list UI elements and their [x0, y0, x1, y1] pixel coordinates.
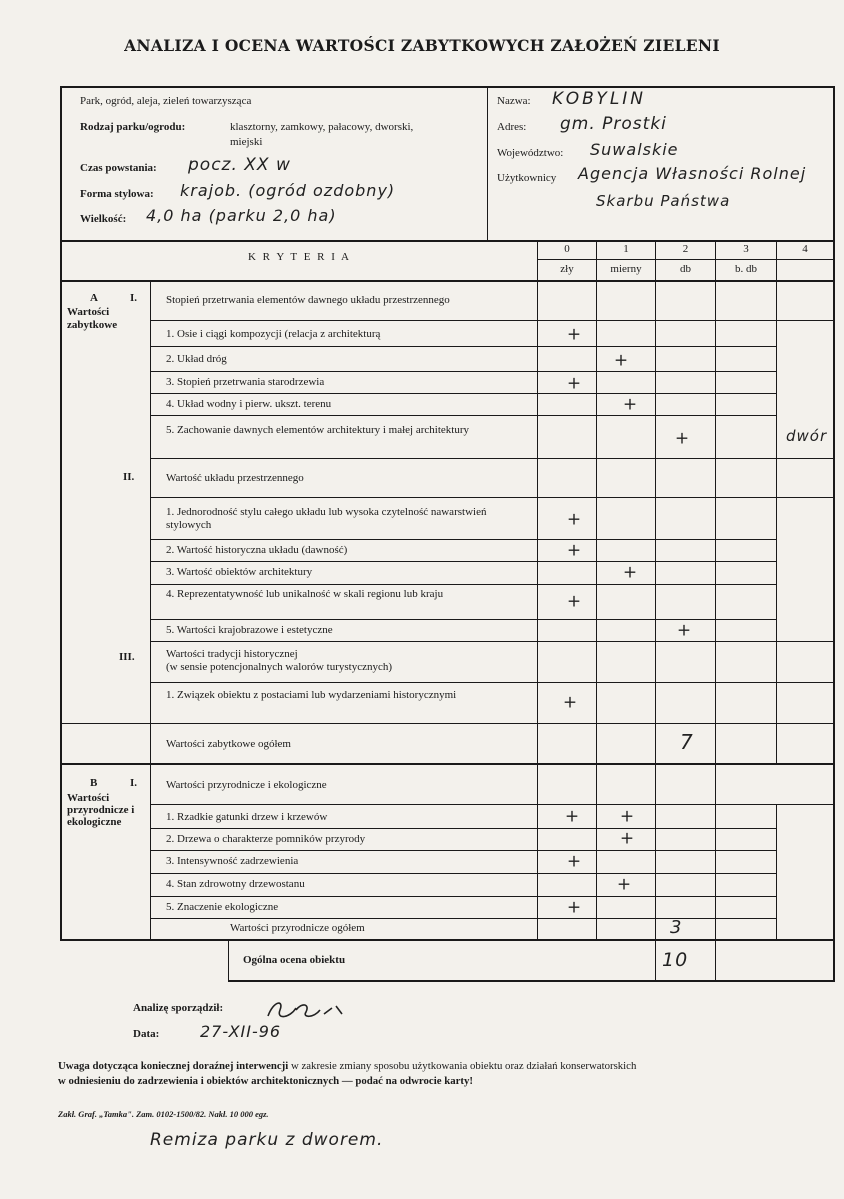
forma-label: Forma stylowa: [80, 188, 154, 200]
row-b1-3: 3. Intensywność zadrzewienia [166, 855, 299, 867]
row-a2-1: 1. Jednorodność stylu całego układu lub wysoka czytelność nawarstwień stylowych [166, 506, 487, 531]
rodzaj-label: Rodzaj parku/ogrodu: [80, 121, 186, 133]
row-a1-1: 1. Osie i ciągi kompozycji (relacja z architekturą [166, 328, 381, 340]
row-b1-1: 1. Rzadkie gatunki drzew i krzewów [166, 811, 328, 823]
section-a-name: Wartości zabytkowe [67, 306, 118, 331]
row-b1-5: 5. Znaczenie ekologiczne [166, 901, 279, 913]
mark-a1-3: + [566, 373, 582, 394]
kryteria-header: K R Y T E R I A [247, 251, 352, 263]
date-label: Data: [133, 1028, 160, 1040]
row-a2-3: 3. Wartość obiektów architektury [166, 566, 313, 578]
section-b-name: Wartości przyrodnicze i ekologiczne [67, 792, 135, 828]
score-0: 0 [564, 243, 570, 255]
row-b1-4: 4. Stan zdrowotny drzewostanu [166, 878, 305, 890]
score-3: 3 [743, 243, 749, 255]
mark-a2-1: + [566, 509, 582, 530]
overall-value: 10 [662, 949, 689, 971]
row-a1-4: 4. Układ wodny i pierw. ukszt. terenu [166, 398, 332, 410]
mark-a2-3: + [622, 562, 638, 583]
mark-a1-1: + [566, 324, 582, 345]
section-b-letter: B [90, 777, 98, 789]
section-a-roman: I. [130, 292, 138, 304]
uwaga-line-2: w odniesieniu do zadrzewienia i obiektów architektonicznych — podać na odwrocie karty! [58, 1075, 473, 1087]
mark-a2-4: + [566, 591, 582, 612]
mark-b1-2: + [619, 828, 635, 849]
mark-a2-2: + [566, 540, 582, 561]
nazwa-value: KOBYLIN [552, 89, 647, 109]
group-b1: Wartości przyrodnicze i ekologiczne [166, 779, 327, 791]
row-a1-3: 3. Stopień przetrwania starodrzewia [166, 376, 325, 388]
section-a-roman-3: III. [119, 651, 135, 663]
uwaga-line-1: Uwaga dotycząca koniecznej doraźnej interwencji w zakresie zmiany sposobu użytkowania obiektu oraz działań konserwatorskich [58, 1060, 637, 1072]
row-a2-4: 4. Reprezentatywność lub unikalność w skali regionu lub kraju [166, 588, 444, 600]
uzyt-value-1: Agencja Własności Rolnej [578, 164, 807, 183]
uzyt-value-2: Skarbu Państwa [596, 192, 731, 210]
mark-a2-5: + [676, 620, 692, 641]
adres-value: gm. Prostki [560, 114, 667, 134]
mark-a3-1: + [562, 692, 578, 713]
mark-a1-2: + [613, 350, 629, 371]
uzyt-label: Użytkownicy [497, 172, 557, 184]
row-a2-5: 5. Wartości krajobrazowe i estetyczne [166, 624, 333, 636]
section-a-roman-2: II. [123, 471, 135, 483]
print-info: Zakł. Graf. „Tamka". Zam. 0102-1500/82. Nakł. 10 000 egz. [58, 1109, 269, 1119]
total-a-value: 7 [680, 730, 694, 754]
total-b-value: 3 [670, 917, 683, 938]
section-b-roman: I. [130, 777, 138, 789]
score-word-2: db [680, 263, 691, 275]
prepared-label: Analizę sporządził: [133, 1002, 224, 1014]
footer-note: Remiza parku z dworem. [150, 1130, 384, 1150]
total-a-label: Wartości zabytkowe ogółem [166, 738, 291, 750]
mark-b1-5: + [566, 897, 582, 918]
score-4: 4 [802, 243, 808, 255]
group-a3-line2: (w sensie potencjonalnych walorów turystycznych) [166, 661, 393, 673]
group-a1: Stopień przetrwania elementów dawnego układu przestrzennego [166, 294, 450, 306]
row-b1-2: 2. Drzewa o charakterze pomników przyrody [166, 833, 366, 845]
czas-value: pocz. XX w [188, 155, 291, 175]
mark-b1-1a: + [564, 806, 580, 827]
mark-b1-1b: + [619, 806, 635, 827]
rodzaj-options-2: miejski [230, 136, 263, 148]
score-2: 2 [682, 243, 689, 255]
czas-label: Czas powstania: [80, 162, 157, 174]
row-a2-2: 2. Wartość historyczna układu (dawność) [166, 544, 348, 556]
date-value: 27-XII-96 [200, 1022, 282, 1041]
mark-a1-5: + [674, 428, 690, 449]
group-a3-line1: Wartości tradycji historycznej [166, 648, 298, 660]
total-b-label: Wartości przyrodnicze ogółem [230, 922, 365, 934]
mark-a1-4: + [622, 394, 638, 415]
score-word-0: zły [560, 263, 574, 275]
wielkosc-label: Wielkość: [80, 213, 127, 225]
forma-value: krajob. (ogród ozdobny) [180, 181, 396, 200]
nazwa-label: Nazwa: [497, 95, 531, 107]
row-a1-2: 2. Układ dróg [166, 353, 227, 365]
woj-label: Województwo: [497, 147, 564, 159]
score-1: 1 [623, 243, 629, 255]
side-note-dwor: dwór [786, 427, 828, 445]
row-a3-1: 1. Związek obiektu z postaciami lub wydarzeniami historycznymi [166, 689, 457, 701]
score-word-1: mierny [610, 263, 642, 275]
overall-label: Ogólna ocena obiektu [243, 954, 346, 966]
score-word-3: b. db [735, 263, 757, 275]
rodzaj-options: klasztorny, zamkowy, pałacowy, dworski, [230, 121, 414, 133]
page-title: ANALIZA I OCENA WARTOŚCI ZABYTKOWYCH ZAŁOŻEŃ ZIELENI [124, 36, 720, 55]
type-label: Park, ogród, aleja, zieleń towarzysząca [80, 95, 252, 107]
mark-b1-4: + [616, 874, 632, 895]
row-a1-5: 5. Zachowanie dawnych elementów architektury i małej architektury [166, 424, 469, 436]
section-a-letter: A [90, 292, 98, 304]
wielkosc-value: 4,0 ha (parku 2,0 ha) [146, 206, 337, 225]
mark-b1-3: + [566, 851, 582, 872]
woj-value: Suwalskie [590, 140, 679, 159]
adres-label: Adres: [497, 121, 527, 133]
group-a2: Wartość układu przestrzennego [166, 472, 304, 484]
